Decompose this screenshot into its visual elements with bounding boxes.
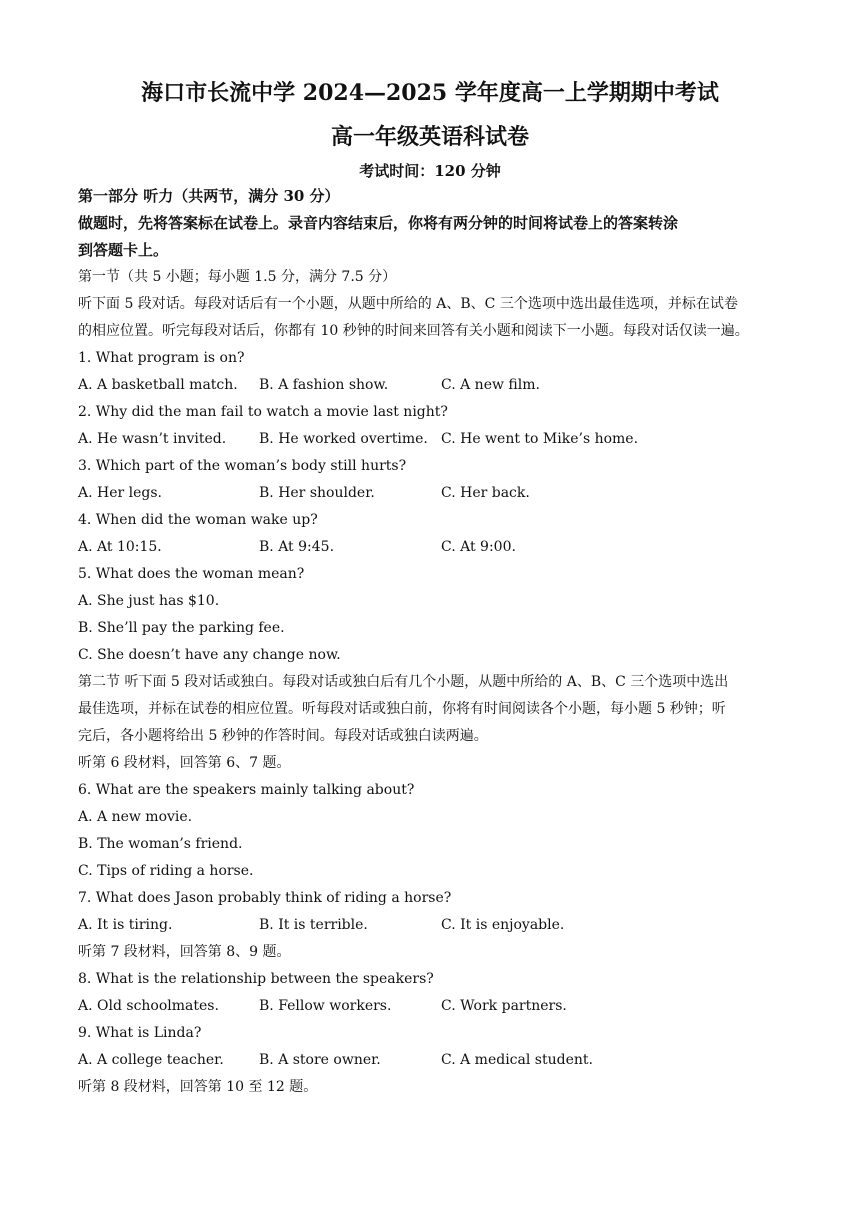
question-3-option-b: B. Her shoulder. xyxy=(259,485,375,501)
material-8-instruction: 听第 8 段材料，回答第 10 至 12 题。 xyxy=(78,1079,318,1095)
exam-subtitle: 高一年级英语科试卷 xyxy=(330,124,529,150)
question-2-option-a: A. He wasn’t invited. xyxy=(78,431,227,447)
question-1-option-b: B. A fashion show. xyxy=(259,377,389,393)
question-9-option-c: C. A medical student. xyxy=(441,1052,593,1068)
question-1-option-c: C. A new film. xyxy=(441,377,540,393)
question-5-option-a: A. She just has $10. xyxy=(78,593,220,609)
material-7-instruction: 听第 7 段材料，回答第 8、9 题。 xyxy=(78,944,291,960)
exam-time: 考试时间：120 分钟 xyxy=(359,162,501,180)
question-7: 7. What does Jason probably think of riding a horse? xyxy=(78,890,452,906)
question-9-option-b: B. A store owner. xyxy=(259,1052,381,1068)
question-8: 8. What is the relationship between the speakers? xyxy=(78,971,434,987)
section2-desc-line2: 最佳选项，并标在试卷的相应位置。听每段对话或独白前，你将有时间阅读各个小题，每小题 5 秒钟；听 xyxy=(78,701,726,717)
section2-desc-line3: 完后，各小题将给出 5 秒钟的作答时间。每段对话或独白读两遍。 xyxy=(78,728,488,744)
material-6-instruction: 听第 6 段材料，回答第 6、7 题。 xyxy=(78,755,291,771)
question-2: 2. Why did the man fail to watch a movie last night? xyxy=(78,404,448,420)
question-7-option-c: C. It is enjoyable. xyxy=(441,917,565,933)
question-2-option-b: B. He worked overtime. xyxy=(259,431,428,447)
part1-heading: 第一部分 听力（共两节，满分 30 分） xyxy=(78,187,340,205)
section1-heading: 第一节（共 5 小题；每小题 1.5 分，满分 7.5 分） xyxy=(78,269,397,285)
question-3-option-c: C. Her back. xyxy=(441,485,530,501)
question-6-option-c: C. Tips of riding a horse. xyxy=(78,863,254,879)
question-8-option-a: A. Old schoolmates. xyxy=(78,998,219,1014)
question-4-option-a: A. At 10:15. xyxy=(78,539,162,555)
question-5-option-c: C. She doesn’t have any change now. xyxy=(78,647,341,663)
part1-instruction-line1: 做题时，先将答案标在试卷上。录音内容结束后，你将有两分钟的时间将试卷上的答案转涂 xyxy=(78,214,679,232)
question-7-option-b: B. It is terrible. xyxy=(259,917,368,933)
question-4-option-b: B. At 9:45. xyxy=(259,539,335,555)
question-8-option-b: B. Fellow workers. xyxy=(259,998,392,1014)
question-1-option-a: A. A basketball match. xyxy=(78,377,238,393)
question-1: 1. What program is on? xyxy=(78,350,245,366)
question-4: 4. When did the woman wake up? xyxy=(78,512,318,528)
question-7-option-a: A. It is tiring. xyxy=(78,917,173,933)
question-3: 3. Which part of the woman’s body still hurts? xyxy=(78,458,407,474)
question-9-option-a: A. A college teacher. xyxy=(78,1052,224,1068)
question-8-option-c: C. Work partners. xyxy=(441,998,567,1014)
question-5-option-b: B. She’ll pay the parking fee. xyxy=(78,620,285,636)
question-4-option-c: C. At 9:00. xyxy=(441,539,516,555)
section2-desc-line1: 第二节 听下面 5 段对话或独白。每段对话或独白后有几个小题，从题中所给的 A、B、C 三个选项中选出 xyxy=(78,674,729,690)
question-3-option-a: A. Her legs. xyxy=(78,485,163,501)
section1-desc-line1: 听下面 5 段对话。每段对话后有一个小题，从题中所给的 A、B、C 三个选项中选出最佳选项，并标在试卷 xyxy=(78,296,738,312)
question-2-option-c: C. He went to Mike’s home. xyxy=(441,431,639,447)
exam-title: 海口市长流中学 2024—2025 学年度高一上学期期中考试 xyxy=(141,80,719,106)
question-5: 5. What does the woman mean? xyxy=(78,566,305,582)
question-6-option-b: B. The woman’s friend. xyxy=(78,836,243,852)
part1-instruction-line2: 到答题卡上。 xyxy=(78,241,169,259)
question-6-option-a: A. A new movie. xyxy=(78,809,193,825)
section1-desc-line2: 的相应位置。听完每段对话后，你都有 10 秒钟的时间来回答有关小题和阅读下一小题。每段对话仅读一遍。 xyxy=(78,323,749,339)
question-6: 6. What are the speakers mainly talking about? xyxy=(78,782,415,798)
question-9: 9. What is Linda? xyxy=(78,1025,202,1041)
